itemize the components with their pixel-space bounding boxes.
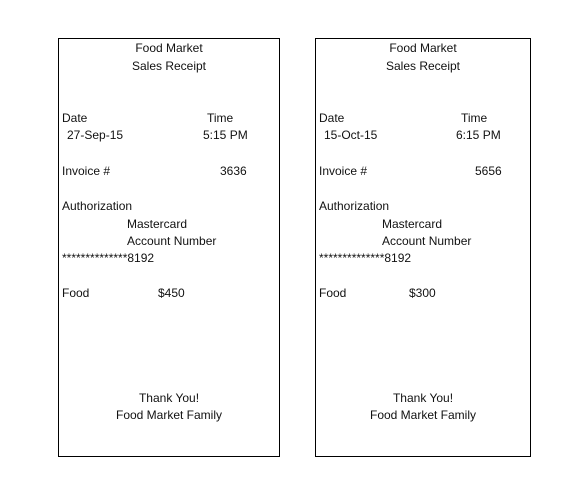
family-signoff: Food Market Family <box>369 408 477 422</box>
receipt-1 <box>58 38 280 457</box>
item-label: Food <box>319 286 347 300</box>
date-value: 27-Sep-15 <box>67 128 124 142</box>
receipt-2 <box>315 38 531 457</box>
receipt-title: Sales Receipt <box>385 59 461 73</box>
card-type: Mastercard <box>382 217 443 231</box>
thank-you-message: Thank You! <box>392 391 454 405</box>
invoice-number: 3636 <box>220 164 247 178</box>
store-name: Food Market <box>135 41 203 55</box>
date-label: Date <box>62 111 88 125</box>
masked-account-number: **************8192 <box>319 251 412 265</box>
authorization-label: Authorization <box>62 199 133 213</box>
account-number-label: Account Number <box>127 234 217 248</box>
receipt-title: Sales Receipt <box>131 59 207 73</box>
card-type: Mastercard <box>127 217 188 231</box>
authorization-label: Authorization <box>319 199 390 213</box>
invoice-label: Invoice # <box>62 164 111 178</box>
item-amount: $450 <box>158 286 185 300</box>
family-signoff: Food Market Family <box>115 408 223 422</box>
item-amount: $300 <box>409 286 436 300</box>
invoice-label: Invoice # <box>319 164 368 178</box>
time-value: 6:15 PM <box>456 128 501 142</box>
time-label: Time <box>461 111 488 125</box>
date-value: 15-Oct-15 <box>324 128 378 142</box>
thank-you-message: Thank You! <box>138 391 200 405</box>
item-label: Food <box>62 286 90 300</box>
account-number-label: Account Number <box>382 234 472 248</box>
masked-account-number: **************8192 <box>62 251 155 265</box>
invoice-number: 5656 <box>475 164 502 178</box>
time-value: 5:15 PM <box>203 128 248 142</box>
date-label: Date <box>319 111 345 125</box>
store-name: Food Market <box>389 41 457 55</box>
time-label: Time <box>207 111 234 125</box>
